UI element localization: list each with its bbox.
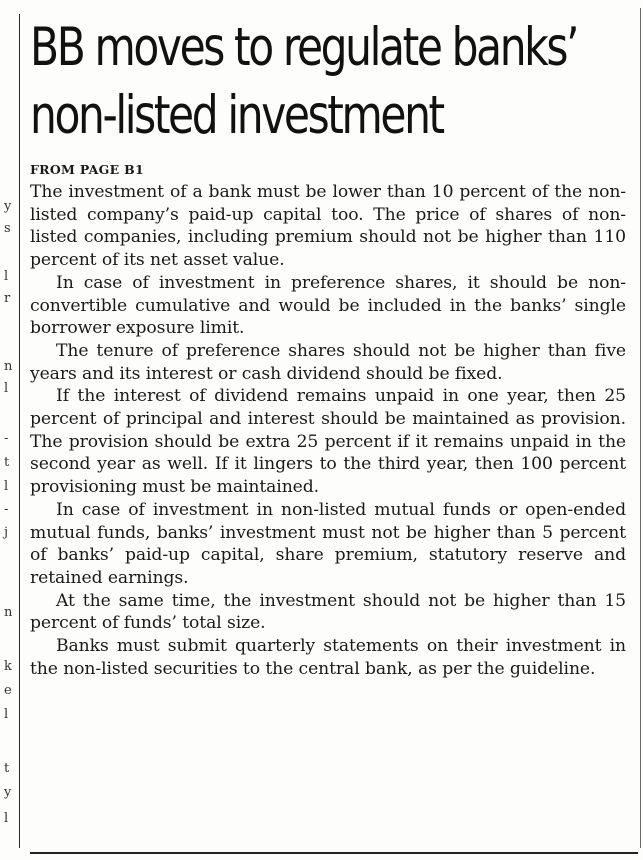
fragment-char: t bbox=[4, 761, 10, 776]
fragment-char: n bbox=[4, 359, 13, 374]
paragraph: If the interest of dividend remains unpaid in one year, then 25 percent of principal and interest should be maintained as provision. The provision should be extra 25 percent if it remains unpaid in the second year as well. If it lingers to the third year, then 100 percent provisioning must be maintained. bbox=[30, 386, 626, 498]
fragment-char: - bbox=[4, 431, 9, 446]
jump-line: FROM PAGE B1 bbox=[30, 162, 144, 177]
adjacent-column-fragments bbox=[0, 0, 16, 860]
paragraph: In case of investment in non-listed mutual funds or open-ended mutual funds, banks’ investment must not be higher than 5 percent of banks’ paid-up capital, share premium, statutory reserve and retained earnings. bbox=[30, 499, 626, 588]
fragment-char: r bbox=[4, 291, 11, 306]
paragraph: In case of investment in preference shares, it should be non-convertible cumulative and would be included in the banks’ single borrower exposure limit. bbox=[30, 272, 626, 339]
fragment-char: y bbox=[4, 785, 12, 800]
article-body bbox=[30, 181, 626, 680]
fragment-char: l bbox=[4, 479, 9, 494]
fragment-char: l bbox=[4, 811, 9, 826]
fragment-char: l bbox=[4, 381, 9, 396]
paragraph: The investment of a bank must be lower than 10 percent of the non-listed company’s paid-up capital too. The price of shares of non-listed companies, including premium should not be higher than 110 percent of its net asset value. bbox=[30, 182, 626, 271]
fragment-char: l bbox=[4, 269, 9, 284]
fragment-char: n bbox=[4, 605, 13, 620]
paragraph: The tenure of preference shares should not be higher than five years and its interest or cash dividend should be fixed. bbox=[30, 340, 626, 384]
article bbox=[30, 14, 626, 680]
fragment-char: j bbox=[4, 525, 9, 540]
fragment-char: s bbox=[4, 221, 11, 236]
paragraph: Banks must submit quarterly statements on their investment in the non-listed securities to the central bank, as per the guideline. bbox=[30, 636, 626, 679]
fragment-char: k bbox=[4, 659, 12, 674]
fragment-char: y bbox=[4, 199, 12, 214]
fragment-char: t bbox=[4, 455, 10, 470]
bottom-rule bbox=[30, 852, 638, 854]
fragment-char: l bbox=[4, 707, 9, 722]
right-edge-divider bbox=[640, 8, 641, 848]
headline-line-1: BB moves to regulate banks’ bbox=[30, 17, 578, 78]
headline bbox=[30, 14, 626, 150]
column-divider bbox=[19, 14, 20, 848]
headline-line-2: non-listed investment bbox=[30, 85, 443, 146]
paragraph: At the same time, the investment should not be higher than 15 percent of funds’ total size. bbox=[30, 590, 626, 634]
fragment-char: e bbox=[4, 683, 12, 698]
fragment-char: - bbox=[4, 502, 9, 517]
